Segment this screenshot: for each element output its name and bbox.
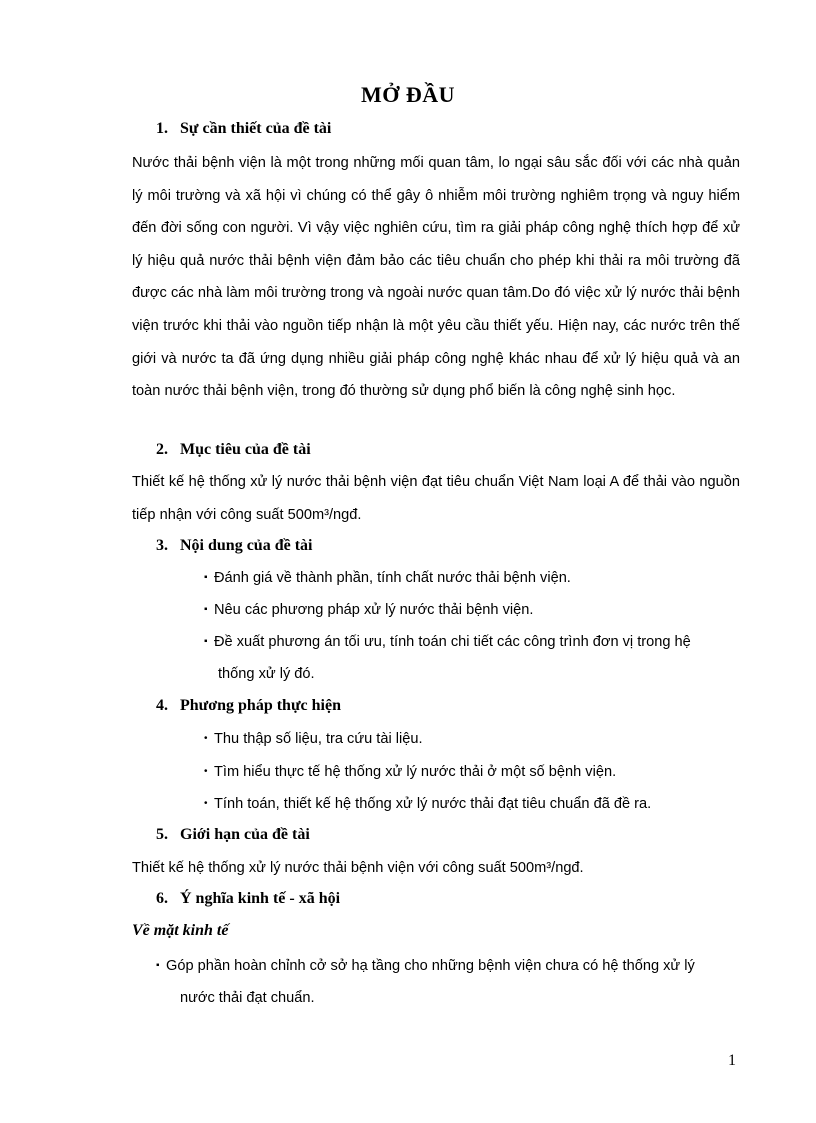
section-heading-5 (156, 826, 310, 844)
section-2-paragraph: Thiết kế hệ thống xử lý nước thải bệnh viện đạt tiêu chuẩn Việt Nam loại A để thải vào nguồn tiếp nhận với công suất 500m³/ngđ. (132, 474, 740, 523)
section-heading-2 (156, 441, 311, 459)
section-title: Mục tiêu của đề tài (180, 441, 311, 458)
list-item: • Thu thập số liệu, tra cứu tài liệu. (204, 723, 744, 756)
section-title: Nội dung của đề tài (180, 537, 313, 554)
page-title: MỞ ĐẦU (360, 82, 456, 107)
list-item: ▪ Đánh giá về thành phần, tính chất nước thải bệnh viện. (204, 562, 744, 595)
section-number: 2. (156, 441, 168, 458)
square-bullet-icon: ▪ (204, 572, 208, 583)
section-number: 5. (156, 826, 168, 843)
section-heading-6 (156, 890, 340, 908)
square-bullet-icon: ▪ (156, 960, 160, 971)
section-number: 3. (156, 537, 168, 554)
square-bullet-icon: ▪ (204, 604, 208, 615)
list-item: ▪ Đề xuất phương án tối ưu, tính toán chi tiết các công trình đơn vị trong hệ (204, 626, 744, 659)
section-heading-1 (156, 120, 331, 138)
list-item: ▪ Nêu các phương pháp xử lý nước thải bệnh viện. (204, 594, 744, 627)
subheading-economic: Về mặt kinh tế (132, 922, 229, 939)
dot-bullet-icon: • (204, 798, 208, 809)
section-title: Giới hạn của đề tài (180, 826, 310, 843)
list-item: • Tìm hiểu thực tế hệ thống xử lý nước thải ở một số bệnh viện. (204, 756, 744, 789)
section-number: 4. (156, 697, 168, 714)
section-number: 6. (156, 890, 168, 907)
section-number: 1. (156, 120, 168, 137)
list-item: ▪ Góp phần hoàn chỉnh cở sở hạ tầng cho những bệnh viện chưa có hệ thống xử lý (156, 950, 746, 983)
page-number: 1 (728, 1052, 736, 1069)
dot-bullet-icon: • (204, 733, 208, 744)
section-5-paragraph: Thiết kế hệ thống xử lý nước thải bệnh viện với công suất 500m³/ngđ. (132, 860, 584, 876)
section-title: Ý nghĩa kinh tế - xã hội (180, 890, 341, 907)
section-heading-3 (156, 537, 312, 555)
list-item: • Tính toán, thiết kế hệ thống xử lý nước thải đạt tiêu chuẩn đã đề ra. (204, 788, 744, 821)
square-bullet-icon: ▪ (204, 636, 208, 647)
section-title: Phương pháp thực hiện (180, 697, 341, 714)
list-item-continuation: thống xử lý đó. (218, 666, 315, 682)
section-title: Sự cần thiết của đề tài (180, 120, 332, 137)
list-item-continuation: nước thải đạt chuẩn. (180, 990, 315, 1006)
dot-bullet-icon: • (204, 766, 208, 777)
section-1-paragraph: Nước thải bệnh viện là một trong những mối quan tâm, lo ngại sâu sắc đối với các nhà quản lý môi trường và xã hội vì chúng có thể gây ô nhiễm môi trường nghiêm trọng và nguy hiểm đến đời sống con người. Vì vậy việc nghiên cứu, tìm ra giải pháp công nghệ thích hợp để xử lý hiệu quả nước thải bệnh viện đảm bảo các tiêu chuẩn cho phép khi thải ra môi trường đã được các nhà làm môi trường trong và ngoài nước quan tâm.Do đó việc xử lý nước thải bệnh viện trước khi thải vào nguồn tiếp nhận là một yêu cầu thiết yếu. Hiện nay, các nước trên thế giới và nước ta đã ứng dụng nhiều giải pháp công nghệ khác nhau để xử lý hiệu quả và an toàn nước thải bệnh viện, trong đó thường sử dụng phổ biến là công nghệ sinh học. (132, 155, 740, 400)
section-heading-4 (156, 697, 341, 715)
